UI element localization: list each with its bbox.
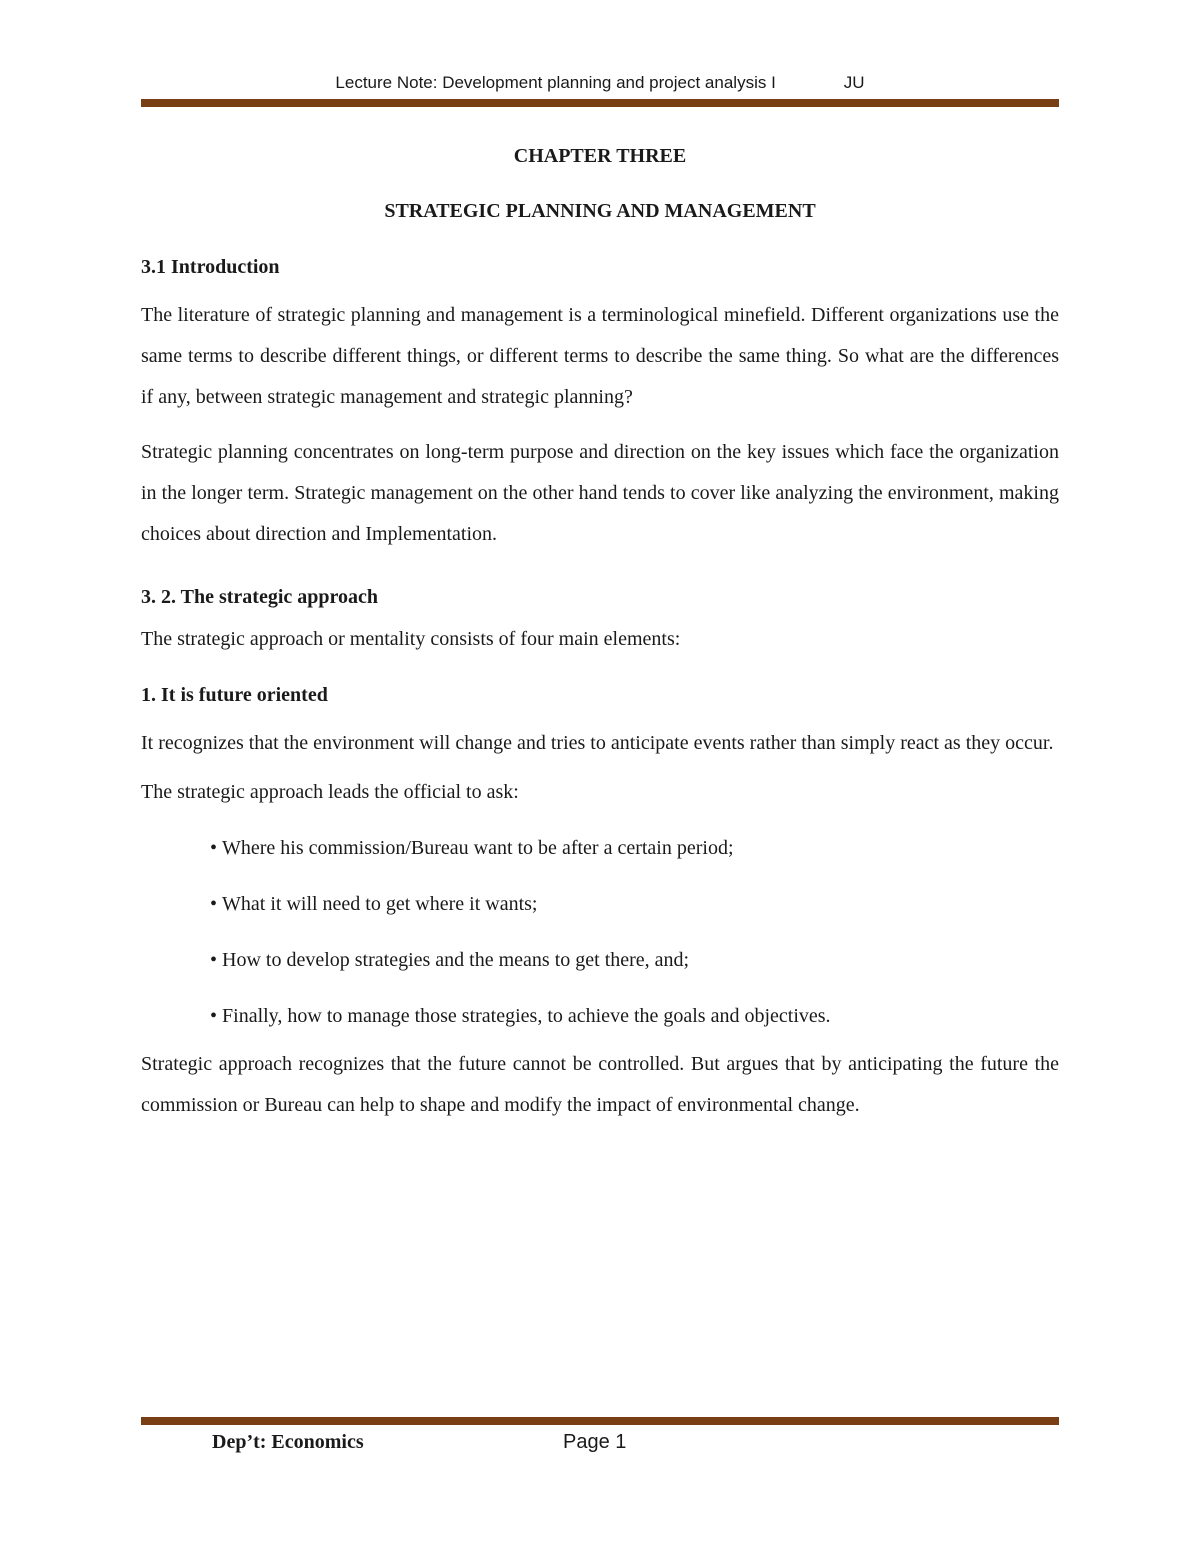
section-heading-strategic-approach: 3. 2. The strategic approach: [141, 586, 379, 608]
section-heading-introduction: 3.1 Introduction: [141, 256, 280, 278]
bullet-dot-icon: •: [210, 949, 218, 971]
footer-rule: [141, 1417, 1059, 1425]
footer-page-number: Page 1: [563, 1431, 627, 1453]
section-heading-future-oriented: 1. It is future oriented: [141, 684, 328, 706]
bullet-dot-icon: •: [210, 1005, 218, 1027]
bullet-item: [210, 890, 1059, 918]
document-body: [141, 142, 1059, 1126]
bullet-text: Finally, how to manage those strategies, to achieve the goals and objectives.: [222, 1005, 831, 1027]
paragraph-element1-2: The strategic approach leads the official to ask:: [141, 781, 519, 803]
header-rule: [141, 99, 1059, 107]
paragraph-element1-1: It recognizes that the environment will change and tries to anticipate events rather than simply react as they occur.: [141, 732, 1054, 754]
paragraph-approach-1: The strategic approach or mentality consists of four main elements:: [141, 628, 681, 650]
bullet-item: [210, 946, 1059, 974]
paragraph-closing: Strategic approach recognizes that the future cannot be controlled. But argues that by anticipating the future the commission or Bureau can help to shape and modify the impact of environmental change.: [141, 1053, 1059, 1116]
bullet-text: Where his commission/Bureau want to be after a certain period;: [222, 837, 734, 859]
bullet-item: [210, 1002, 1059, 1030]
footer-department: Dep’t: Economics: [212, 1431, 364, 1453]
paragraph-intro-1: The literature of strategic planning and management is a terminological minefield. Different organizations use the same terms to describe different things, or different terms to describe the same thing. So what are the differences if any, between strategic management and strategic planning?: [141, 304, 1059, 408]
chapter-title: STRATEGIC PLANNING AND MANAGEMENT: [384, 200, 816, 222]
bullet-dot-icon: •: [210, 893, 218, 915]
page-footer: [0, 1431, 1200, 1461]
page-header: [0, 73, 1200, 93]
chapter-label: CHAPTER THREE: [513, 145, 687, 167]
header-title: Lecture Note: Development planning and project analysis I: [335, 73, 776, 92]
bullet-item: [210, 834, 1059, 862]
paragraph-intro-2: Strategic planning concentrates on long-term purpose and direction on the key issues which face the organization in the longer term. Strategic management on the other hand tends to cover like analyzing the environment, making choices about direction and Implementation.: [141, 441, 1059, 545]
bullet-text: What it will need to get where it wants;: [222, 893, 538, 915]
bullet-text: How to develop strategies and the means to get there, and;: [222, 949, 690, 971]
bullet-dot-icon: •: [210, 837, 218, 859]
bullet-list: [141, 834, 1059, 1030]
header-tag: JU: [843, 73, 865, 92]
